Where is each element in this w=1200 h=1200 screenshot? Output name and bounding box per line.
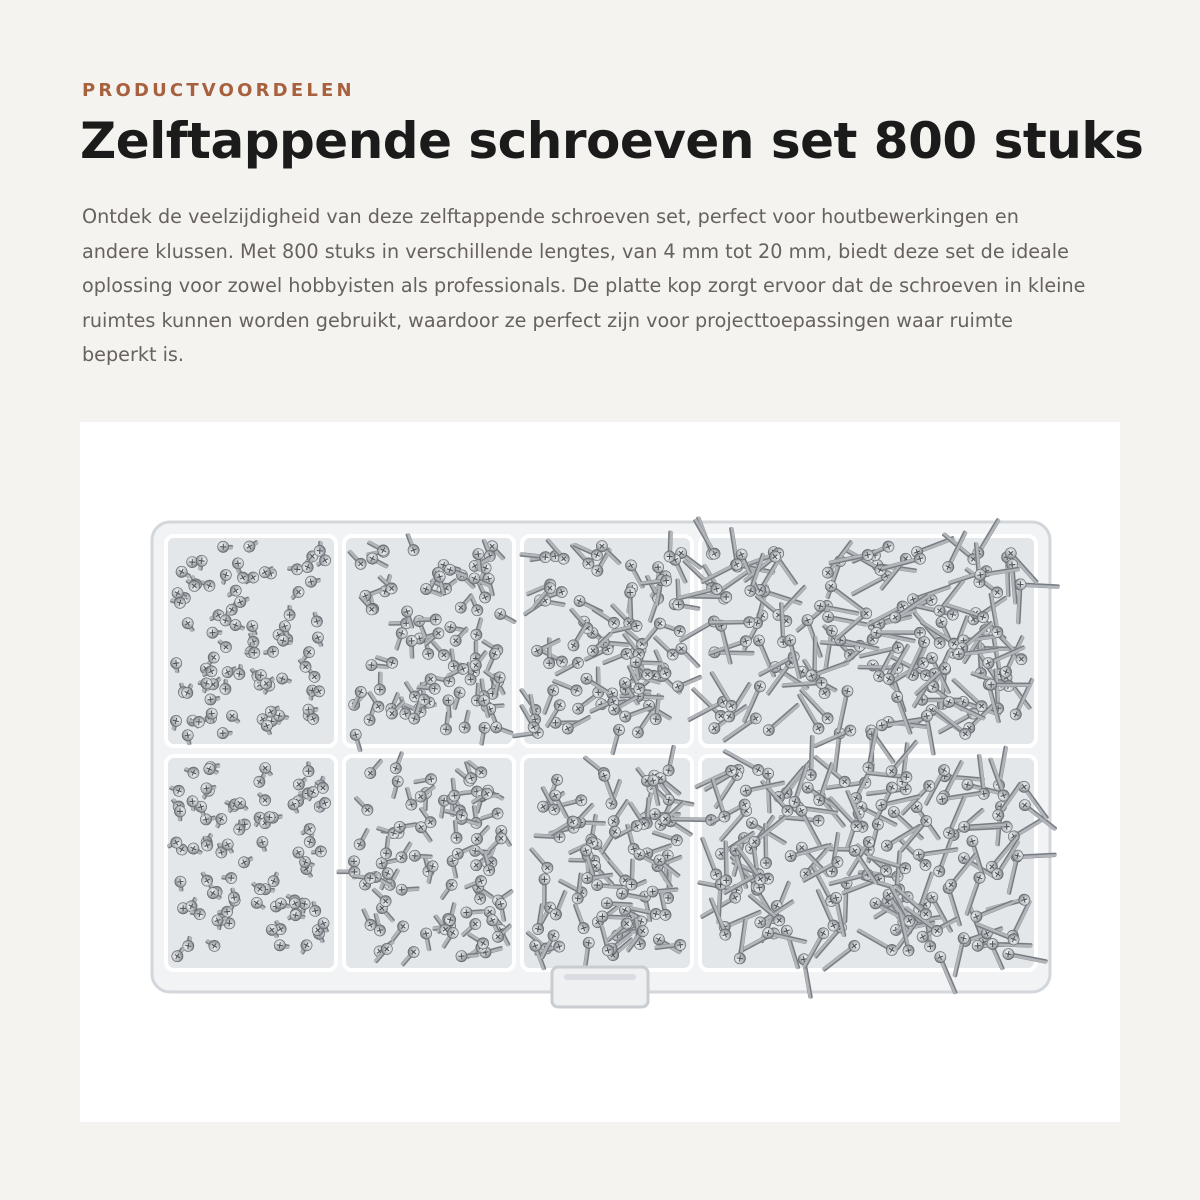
screw-shank — [709, 620, 749, 625]
product-description: Ontdek de veelzijdigheid van deze zelftappende schroeven set, perfect voor houtbewerkingen en andere klussen. Met 800 stuks in verschillende lengtes, van 4 mm tot 20 mm, biedt deze set de ideale oplossing voor zowel hobbyisten als professionals. De platte kop zorgt ervoor dat de schroeven in kleine ruimtes kunnen worden gebruikt, waardoor ze perfect zijn voor projecttoepassingen waar ruimte beperkt is. — [82, 205, 1086, 366]
screw-organizer-box-illustration — [80, 422, 1120, 1122]
screw-shank — [812, 636, 817, 676]
screw-shank — [880, 631, 920, 636]
box-latch-ridge — [564, 974, 636, 980]
screw-shank — [723, 840, 728, 880]
box-latch — [552, 967, 648, 1007]
screw-shank — [671, 817, 711, 822]
eyebrow-label: PRODUCTVOORDELEN — [82, 80, 355, 101]
screw-shank — [991, 682, 1031, 687]
screw-shank — [857, 665, 897, 670]
product-image — [80, 422, 1120, 1122]
page-title: Zelftappende schroeven set 800 stuks — [80, 112, 1144, 170]
screw-shank — [922, 698, 962, 703]
